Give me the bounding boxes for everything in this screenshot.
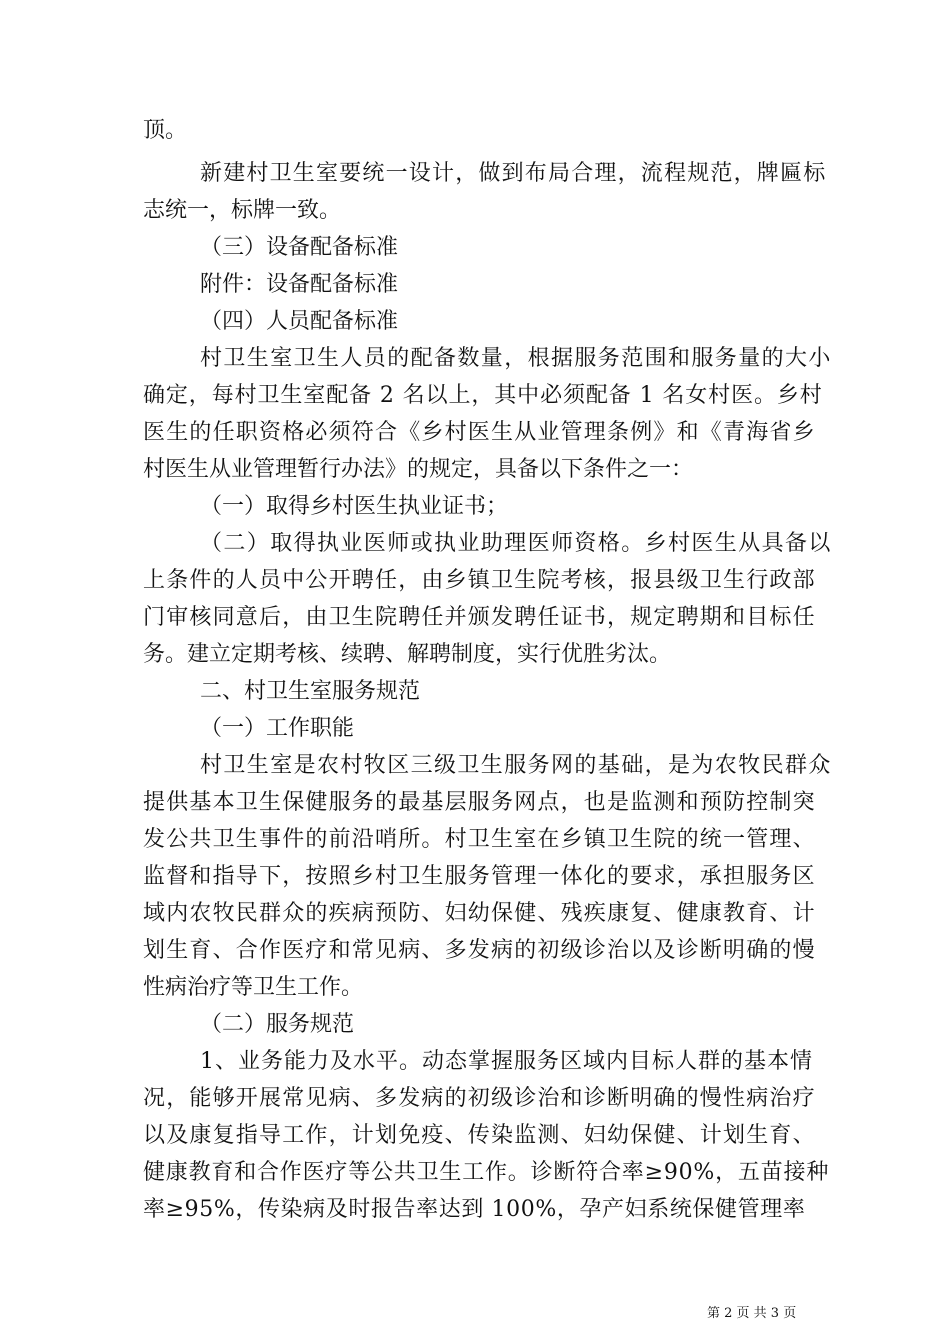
text-line: 新建村卫生室要统一设计，做到布局合理，流程规范，牌匾标: [200, 161, 827, 186]
text-line: 顶。: [143, 118, 188, 143]
text-line: 村医生从业管理暂行办法》的规定，具备以下条件之一：: [143, 457, 694, 482]
section-heading: 二、村卫生室服务规范: [200, 679, 421, 704]
text-line: 志统一，标牌一致。: [143, 198, 342, 223]
text-line: 划生育、合作医疗和常见病、多发病的初级诊治以及诊断明确的慢: [143, 938, 816, 963]
section-heading: （一）工作职能: [200, 716, 355, 741]
section-heading: （二）服务规范: [200, 1012, 355, 1037]
text-line: 附件：设备配备标准: [200, 272, 399, 297]
text-line: 率≥95%，传染病及时报告率达到 100%，孕产妇系统保健管理率: [143, 1197, 806, 1222]
text-line: 村卫生室卫生人员的配备数量，根据服务范围和服务量的大小: [200, 346, 832, 371]
page-number: 第 2 页 共 3 页: [707, 1306, 797, 1321]
section-heading: （三）设备配备标准: [200, 235, 399, 260]
text-line: 发公共卫生事件的前沿哨所。村卫生室在乡镇卫生院的统一管理、: [143, 827, 816, 852]
text-line: 1、业务能力及水平。动态掌握服务区域内目标人群的基本情: [200, 1049, 813, 1074]
text-line: 提供基本卫生保健服务的最基层服务网点，也是监测和预防控制突: [143, 790, 816, 815]
text-line: 医生的任职资格必须符合《乡村医生从业管理条例》和《青海省乡: [143, 420, 816, 445]
text-line: 健康教育和合作医疗等公共卫生工作。诊断符合率≥90%，五苗接种: [143, 1160, 830, 1185]
list-item: （二）取得执业医师或执业助理医师资格。乡村医生从具备以: [200, 531, 832, 556]
list-item: （一）取得乡村医生执业证书；: [200, 494, 509, 519]
section-heading: （四）人员配备标准: [200, 309, 399, 334]
text-line: 村卫生室是农村牧区三级卫生服务网的基础，是为农牧民群众: [200, 753, 832, 778]
text-line: 上条件的人员中公开聘任，由乡镇卫生院考核，报县级卫生行政部: [143, 568, 816, 593]
text-line: 域内农牧民群众的疾病预防、妇幼保健、残疾康复、健康教育、计: [143, 901, 816, 926]
text-line: 监督和指导下，按照乡村卫生服务管理一体化的要求，承担服务区: [143, 864, 816, 889]
text-line: 况，能够开展常见病、多发病的初级诊治和诊断明确的慢性病治疗: [143, 1086, 816, 1111]
text-line: 务。建立定期考核、续聘、解聘制度，实行优胜劣汰。: [143, 642, 672, 667]
text-line: 以及康复指导工作，计划免疫、传染监测、妇幼保健、计划生育、: [143, 1123, 816, 1148]
text-line: 确定，每村卫生室配备 2 名以上，其中必须配备 1 名女村医。乡村: [143, 383, 823, 408]
text-line: 门审核同意后，由卫生院聘任并颁发聘任证书，规定聘期和目标任: [143, 605, 816, 630]
text-line: 性病治疗等卫生工作。: [143, 975, 364, 1000]
